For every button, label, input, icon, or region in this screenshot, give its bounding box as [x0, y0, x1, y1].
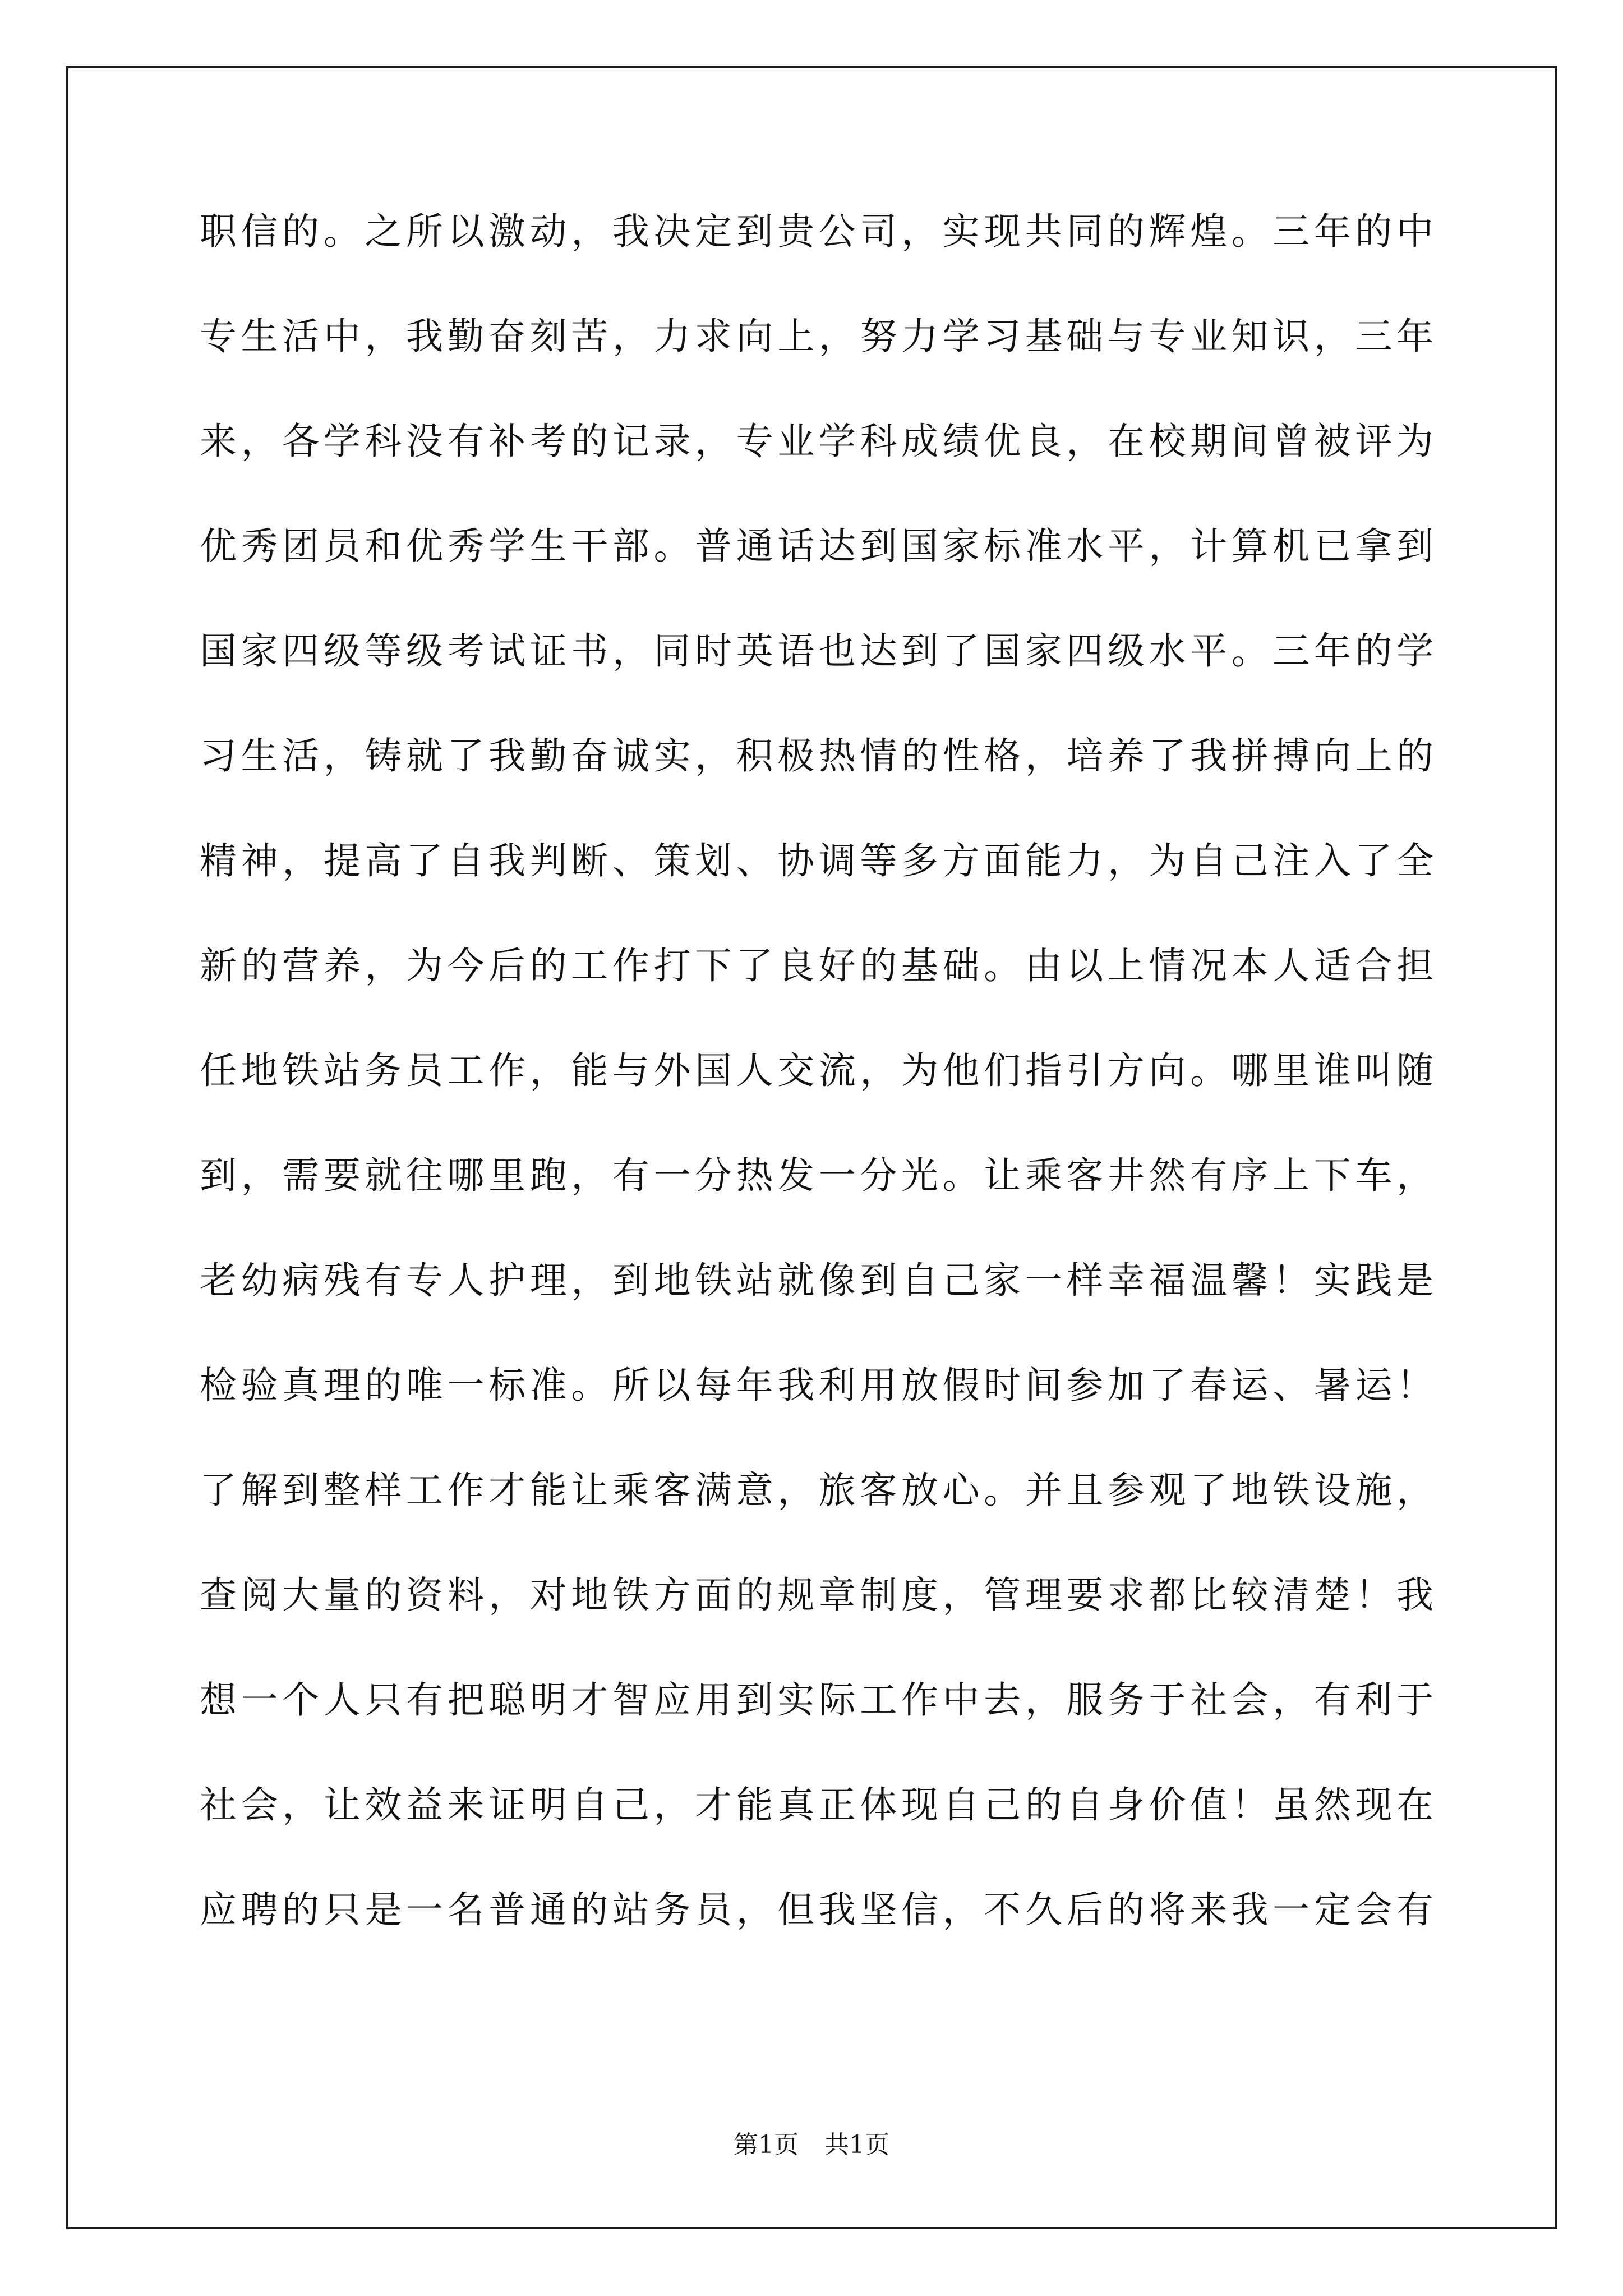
text-line: 来，各学科没有补考的记录，专业学科成绩优良，在校期间曾被评为 — [200, 420, 1433, 463]
text-line: 精神，提高了自我判断、策划、协调等多方面能力，为自己注入了全 — [200, 839, 1433, 882]
text-line: 优秀团员和优秀学生干部。普通话达到国家标准水平，计算机已拿到 — [200, 524, 1433, 568]
text-line: 社会，让效益来证明自己，才能真正体现自己的自身价值！虽然现在 — [200, 1783, 1433, 1826]
text-line: 应聘的只是一名普通的站务员，但我坚信，不久后的将来我一定会有 — [200, 1888, 1433, 1931]
text-line: 想一个人只有把聪明才智应用到实际工作中去，服务于社会，有利于 — [200, 1678, 1433, 1722]
text-line: 国家四级等级考试证书，同时英语也达到了国家四级水平。三年的学 — [200, 629, 1433, 673]
text-line: 老幼病残有专人护理，到地铁站就像到自己家一样幸福温馨！实践是 — [200, 1259, 1433, 1302]
text-line: 到，需要就往哪里跑，有一分热发一分光。让乘客井然有序上下车， — [200, 1154, 1433, 1197]
text-line: 检验真理的唯一标准。所以每年我利用放假时间参加了春运、暑运！ — [200, 1364, 1433, 1407]
text-line: 新的营养，为今后的工作打下了良好的基础。由以上情况本人适合担 — [200, 944, 1433, 987]
text-line: 任地铁站务员工作，能与外国人交流，为他们指引方向。哪里谁叫随 — [200, 1049, 1433, 1092]
page-number-total: 共1页 — [824, 2131, 889, 2159]
text-line: 查阅大量的资料，对地铁方面的规章制度，管理要求都比较清楚！我 — [200, 1573, 1433, 1617]
text-line: 了解到整样工作才能让乘客满意，旅客放心。并且参观了地铁设施， — [200, 1469, 1433, 1512]
text-line: 习生活，铸就了我勤奋诚实，积极热情的性格，培养了我拼搏向上的 — [200, 734, 1433, 777]
text-line: 专生活中，我勤奋刻苦，力求向上，努力学习基础与专业知识，三年 — [200, 315, 1433, 358]
document-body — [200, 210, 1433, 1996]
page-number-current: 第1页 — [734, 2131, 799, 2159]
page-footer — [0, 2124, 1623, 2160]
text-line: 职信的。之所以激动，我决定到贵公司，实现共同的辉煌。三年的中 — [200, 210, 1433, 253]
